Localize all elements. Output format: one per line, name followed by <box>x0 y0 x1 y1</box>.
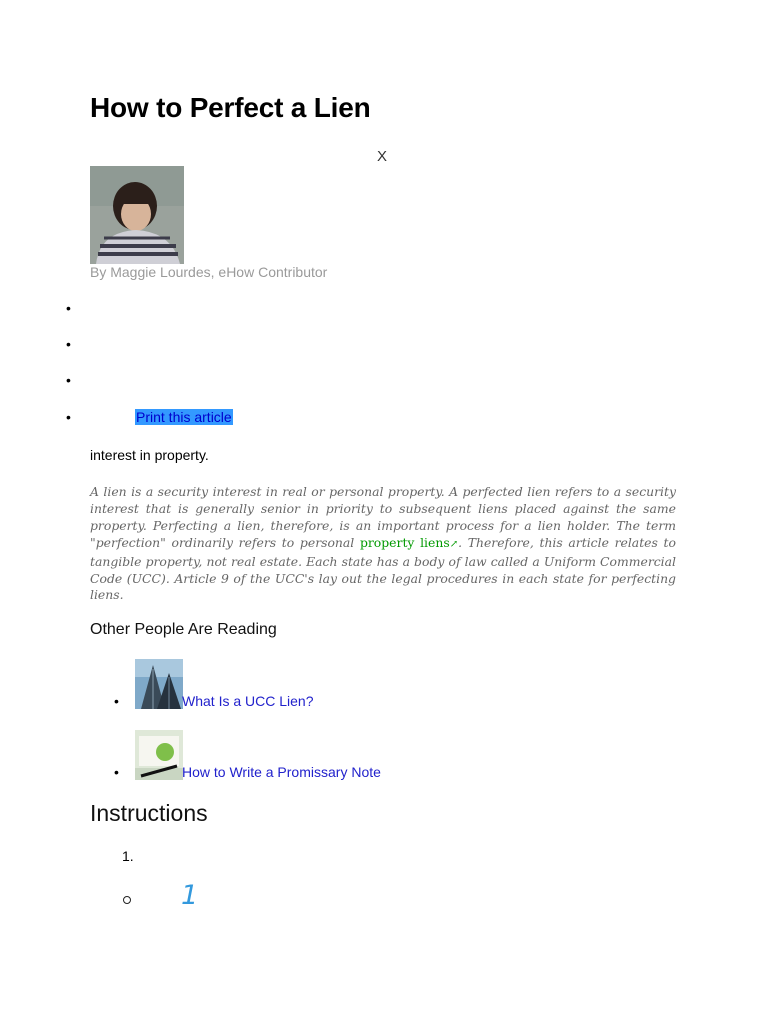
article-title: How to Perfect a Lien <box>90 92 371 123</box>
partial-text: interest in property. <box>90 447 209 463</box>
author-photo <box>90 166 184 264</box>
related-heading: Other People Are Reading <box>90 621 277 638</box>
property-liens-link[interactable] <box>360 535 458 550</box>
related-link-ucc-lien[interactable]: What Is a UCC Lien? <box>182 693 314 709</box>
promissory-note-thumbnail[interactable] <box>135 730 183 780</box>
related-list-bullet: • <box>114 764 119 780</box>
external-link-icon: ↗ <box>449 538 459 550</box>
property-liens-link-label: property liens <box>359 534 450 550</box>
related-list-bullet: • <box>114 693 119 709</box>
print-article-link[interactable]: Print this article <box>136 409 232 425</box>
circle-bullet-icon <box>123 896 131 904</box>
related-link-promissory-note[interactable]: How to Write a Promissary Note <box>182 764 381 780</box>
share-list-item: • <box>66 409 71 425</box>
ucc-lien-thumbnail[interactable] <box>135 659 183 709</box>
intro-text-after-link: . Therefore, this article relates to tangible property, not real estate. Each state has a body of law called a Uniform Commercial Code (UCC). Article 9 of the UCC's lay out the legal procedures in each state for perfecting liens. <box>90 534 676 603</box>
instructions-heading: Instructions <box>90 800 208 826</box>
author-byline: By Maggie Lourdes, eHow Contributor <box>90 264 328 280</box>
share-list-item: • <box>66 372 71 388</box>
intro-text-before-link: A lien is a security interest in real or personal property. A perfected lien refers to a security interest that is generally senior in priority to subsequent liens placed against the same property. Perfecting a lien, therefore, is an important process for a lien holder. The term "perfection" ordinarily refers to personal <box>90 484 676 550</box>
step-number: 1 <box>181 880 199 911</box>
share-list-item: • <box>66 300 71 316</box>
article-intro <box>90 484 676 604</box>
close-button[interactable]: X <box>377 148 388 165</box>
share-list-item: • <box>66 336 71 352</box>
instruction-list-marker: 1. <box>122 848 134 864</box>
